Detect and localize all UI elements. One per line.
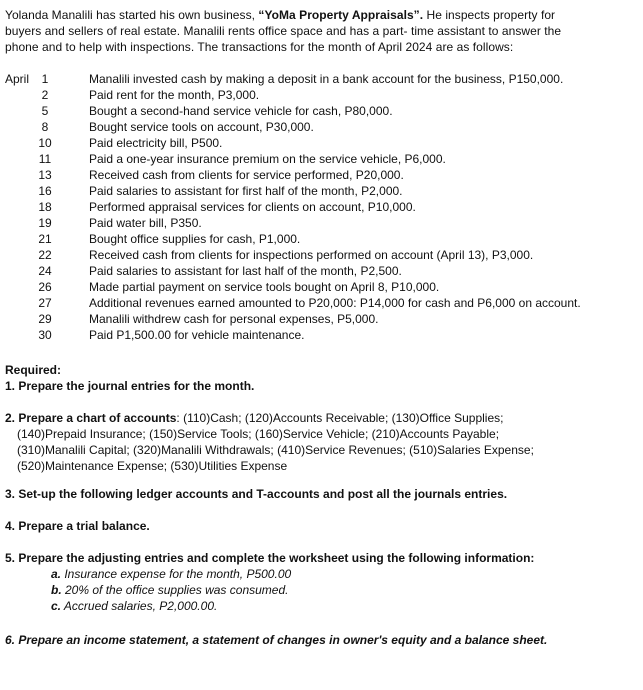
requirement-6 [5, 632, 639, 648]
requirement-1 [5, 378, 639, 394]
requirement-5-c-text: Accrued salaries, P2,000.00. [61, 599, 218, 613]
transaction-row [5, 167, 641, 183]
transaction-day: 18 [38, 200, 52, 214]
requirement-6-text: 6. Prepare an income statement, a statement of changes in owner's equity and a balance sheet. [5, 633, 548, 647]
transaction-day: 8 [41, 120, 49, 134]
requirement-5-c-label: c. [51, 599, 62, 613]
transaction-day: 5 [41, 104, 49, 118]
transaction-row [5, 151, 641, 167]
intro-line-2: buyers and sellers of real estate. Manalili rents office space and has a part- time assistant to answer the [5, 24, 562, 38]
transaction-row [5, 231, 641, 247]
requirement-5-b-label: b. [51, 583, 62, 597]
transaction-description: Bought a second-hand service vehicle for cash, P80,000. [89, 104, 393, 118]
requirement-3-text: 3. Set-up the following ledger accounts and T-accounts and post all the journals entries. [5, 487, 508, 501]
transaction-description: Paid rent for the month, P3,000. [89, 88, 260, 102]
transaction-row [5, 87, 641, 103]
requirement-5-a-label: a. [51, 567, 62, 581]
requirement-4-text: 4. Prepare a trial balance. [5, 519, 150, 533]
transaction-description: Received cash from clients for service performed, P20,000. [89, 168, 404, 182]
requirement-5-a-text: Insurance expense for the month, P500.00 [61, 567, 292, 581]
transaction-month: April [5, 72, 30, 86]
transaction-row [5, 215, 641, 231]
requirement-5 [5, 550, 639, 614]
requirement-2-line-4: (520)Maintenance Expense; (530)Utilities Expense [17, 459, 288, 473]
transaction-description: Received cash from clients for inspections performed on account (April 13), P3,000. [89, 248, 534, 262]
transaction-list [5, 71, 641, 343]
transaction-day: 27 [38, 296, 52, 310]
requirement-2 [5, 410, 639, 474]
transaction-day: 19 [38, 216, 52, 230]
transaction-day: 13 [38, 168, 52, 182]
transaction-description: Paid P1,500.00 for vehicle maintenance. [89, 328, 305, 342]
transaction-row [5, 311, 641, 327]
transaction-description: Made partial payment on service tools bought on April 8, P10,000. [89, 280, 440, 294]
required-heading: Required: [5, 363, 62, 377]
requirement-5-b-text: 20% of the office supplies was consumed. [61, 583, 289, 597]
intro-line-3: phone and to help with inspections. The transactions for the month of April 2024 are as follows: [5, 40, 514, 54]
transaction-row [5, 295, 641, 311]
requirement-5-b [5, 582, 639, 598]
transaction-day: 29 [38, 312, 52, 326]
transaction-day: 24 [38, 264, 52, 278]
transaction-description: Manalili invested cash by making a deposit in a bank account for the business, P150,000. [89, 72, 564, 86]
intro-text-end: He inspects property for [423, 8, 556, 22]
requirement-5-a [5, 566, 639, 582]
transaction-day: 16 [38, 184, 52, 198]
transaction-row [5, 263, 641, 279]
transaction-row [5, 199, 641, 215]
transaction-row [5, 135, 641, 151]
transaction-description: Paid water bill, P350. [89, 216, 202, 230]
requirement-5-c [5, 598, 639, 614]
transaction-day: 11 [38, 152, 52, 166]
problem-intro [5, 7, 635, 55]
transaction-description: Bought office supplies for cash, P1,000. [89, 232, 301, 246]
transaction-row [5, 71, 641, 87]
requirement-2-line-3: (310)Manalili Capital; (320)Manalili Withdrawals; (410)Service Revenues; (510)Salaries Expense; [17, 443, 534, 457]
transaction-day: 21 [38, 232, 52, 246]
transaction-row [5, 183, 641, 199]
intro-text-start: Yolanda Manalili has started his own business, [5, 8, 259, 22]
transaction-description: Performed appraisal services for clients on account, P10,000. [89, 200, 416, 214]
requirement-2-line-2: (140)Prepaid Insurance; (150)Service Tools; (160)Service Vehicle; (210)Accounts Payable; [17, 427, 500, 441]
transaction-day: 1 [41, 72, 49, 86]
transaction-row [5, 103, 641, 119]
transaction-row [5, 327, 641, 343]
requirement-2-line-1 [5, 410, 639, 426]
transaction-description: Paid a one-year insurance premium on the service vehicle, P6,000. [89, 152, 446, 166]
transaction-description: Paid electricity bill, P500. [89, 136, 223, 150]
transaction-row [5, 119, 641, 135]
transaction-description: Manalili withdrew cash for personal expenses, P5,000. [89, 312, 379, 326]
requirement-2-accounts: : (110)Cash; (120)Accounts Receivable; (130)Office Supplies; [176, 411, 504, 425]
intro-line-1 [5, 7, 635, 23]
transaction-description: Paid salaries to assistant for first half of the month, P2,000. [89, 184, 403, 198]
transaction-description: Additional revenues earned amounted to P20,000: P14,000 for cash and P6,000 on account. [89, 296, 581, 310]
transaction-row [5, 247, 641, 263]
requirement-3 [5, 486, 639, 502]
transaction-description: Bought service tools on account, P30,000. [89, 120, 314, 134]
transaction-row [5, 279, 641, 295]
requirement-1-text: 1. Prepare the journal entries for the month. [5, 379, 255, 393]
requirement-2-heading: 2. Prepare a chart of accounts [5, 411, 177, 425]
transaction-day: 22 [38, 248, 52, 262]
transaction-day: 10 [38, 136, 52, 150]
requirement-4 [5, 518, 639, 534]
transaction-description: Paid salaries to assistant for last half of the month, P2,500. [89, 264, 402, 278]
transaction-day: 2 [41, 88, 49, 102]
company-name: “YoMa Property Appraisals”. [258, 8, 424, 22]
requirement-5-text: 5. Prepare the adjusting entries and complete the worksheet using the following information: [5, 551, 535, 565]
transaction-day: 30 [38, 328, 52, 342]
transaction-day: 26 [38, 280, 52, 294]
